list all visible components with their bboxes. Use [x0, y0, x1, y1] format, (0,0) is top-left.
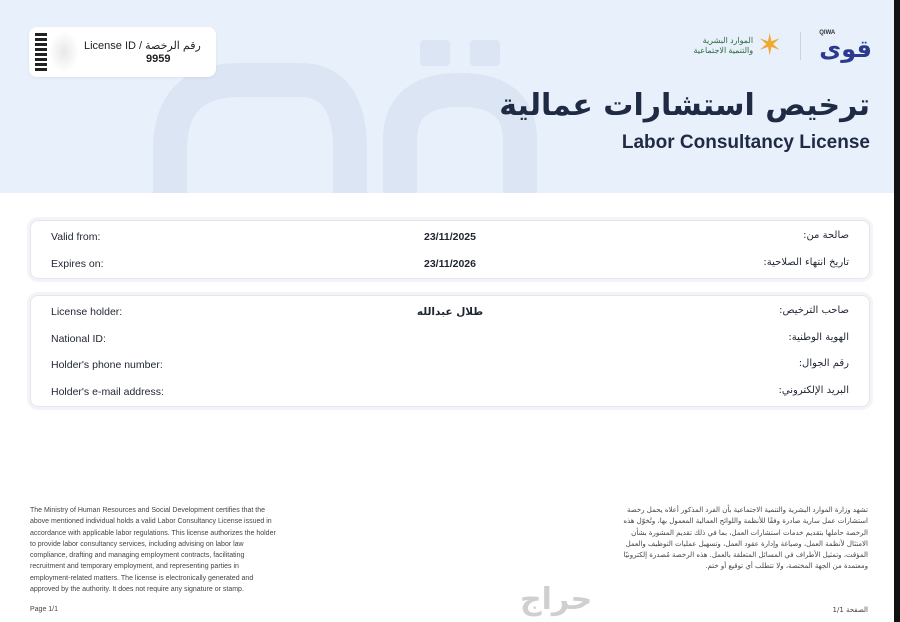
qr-code-icon [35, 33, 47, 71]
holder-card [30, 295, 870, 407]
qiwa-logo-text: قوى [819, 35, 872, 63]
watermark-dot [470, 40, 500, 66]
validity-card [30, 220, 870, 279]
email-row [31, 378, 869, 405]
title-arabic: ترخيص استشارات عمالية [499, 88, 870, 123]
field-label-ar: صاحب الترخيص: [779, 305, 849, 316]
valid-from-row [31, 223, 869, 250]
field-value: 23/11/2026 [424, 257, 476, 270]
field-label: National ID: [51, 332, 106, 345]
mhrsd-logo [683, 28, 783, 62]
field-value: طلال عبدالله [416, 306, 484, 318]
page-number-ar: الصفحة 1/1 [832, 606, 868, 614]
license-id-card [29, 27, 216, 77]
certification-text-en: The Ministry of Human Resources and Social Development certifies that the above mentioned individual holds a valid Labor Consultancy License issued in accordance with applicable labor regulations. This license authorizes the holder to provide labor consultancy services, including advising on labor law compliance, drafting and managing employment contracts, facilitating recruitment and temporary employment, and representing parties in employment-related matters. The license is electronically generated and approved by the authority. It does not require any signature or stamp. [30, 507, 276, 594]
license-holder-row [31, 298, 869, 325]
watermark-dot [420, 40, 450, 66]
haraj-watermark: حراج [520, 582, 593, 617]
logos [683, 30, 872, 61]
license-id-label: License ID / رقم الرخصة [84, 40, 201, 52]
page-number-en: Page 1/1 [30, 606, 59, 613]
qiwa-logo [819, 30, 872, 61]
field-value: 23/11/2025 [424, 231, 476, 243]
field-label: Holder's e-mail address: [51, 385, 164, 398]
redacted-area [49, 31, 79, 73]
field-label-ar: صالحة من: [803, 230, 849, 241]
watermark-shape [170, 80, 350, 193]
license-header [0, 0, 900, 193]
mhrsd-logo-text: الموارد البشرية والتنمية الاجتماعية [693, 35, 754, 55]
phone-row [31, 351, 869, 378]
field-label: Holder's phone number: [51, 359, 163, 371]
license-id-value: 9959 [146, 53, 171, 65]
field-label-ar: الهوية الوطنية: [788, 331, 849, 343]
screen-edge [894, 0, 900, 622]
qiwa-latin: QIWA [819, 30, 836, 36]
mhrsd-star-icon: ✶ [757, 28, 783, 62]
certification-text-ar: تشهد وزارة الموارد البشرية والتنمية الاجتماعية بأن الفرد المذكور أعلاه يحمل رخصة استشارات عمل سارية صادرة وفقًا للأنظمة واللوائح العمالية المعمول بها، وتُخوّل هذه الرخصة حاملها بتقديم خدمات استشارات العمل، بما في ذلك تقديم المشورة بشأن الامتثال لأنظمة العمل، وصياغة وإدارة عقود العمل، وتسهيل عمليات التوظيف والعمل المؤقت، وتمثيل الأطراف في المسائل المتعلقة بالعمل. هذه الرخصة مُصدرة إلكترونيًا ومعتمدة من الجهة المختصة، ولا تتطلب أي توقيع أو ختم. [623, 506, 868, 571]
field-label-ar: البريد الإلكتروني: [778, 384, 849, 396]
national-id-row [31, 325, 869, 352]
field-label: Valid from: [51, 231, 101, 243]
title-english: Labor Consultancy License [621, 132, 870, 153]
field-label: License holder: [51, 306, 123, 318]
field-label: Expires on: [51, 257, 104, 270]
expires-on-row [31, 250, 869, 277]
field-label-ar: رقم الجوال: [798, 358, 849, 369]
field-label-ar: تاريخ انتهاء الصلاحية: [763, 256, 849, 268]
logo-divider [800, 32, 801, 60]
